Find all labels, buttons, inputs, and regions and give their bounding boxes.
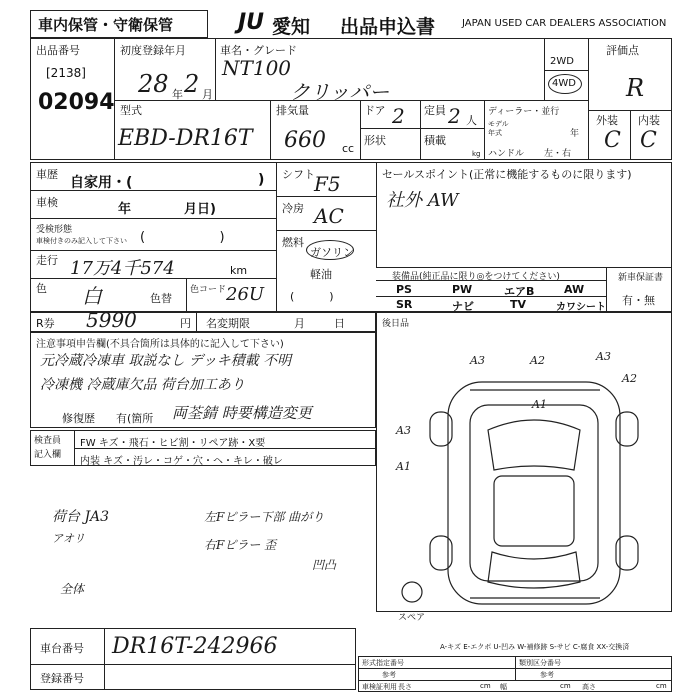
model-year-label: モデル 年式 [488, 120, 509, 137]
form-box-e: 長さ [398, 683, 412, 691]
reg-label: 初度登録年月 [120, 44, 186, 57]
lower-note-6: 全体 [60, 582, 85, 596]
recycle-value: 5990 [86, 308, 137, 332]
drive-4wd: 4WD [552, 78, 576, 89]
chassis-label: 車台番号 [40, 642, 84, 655]
equip-pw: PW [452, 283, 473, 296]
notes-label: 注意事項申告欄(不具合箇所は具体的に記入して下さい) [36, 339, 284, 350]
equip-tv: TV [510, 298, 527, 311]
equip-label: 装備品(純正品に限り◎をつけてください) [392, 272, 560, 282]
car-label: 車名・グレード [220, 44, 297, 57]
mileage-label: 走行 [36, 254, 58, 267]
lower-note-5: 凹凸 [312, 558, 337, 572]
reg-month-unit: 月 [202, 88, 213, 101]
lower-note-2: アオリ [52, 532, 85, 545]
load-label: 積載 [424, 134, 446, 147]
displacement-unit: cc [342, 142, 355, 155]
history-close: ) [258, 172, 265, 188]
row-div [276, 196, 376, 197]
form-box-f: 幅 [500, 683, 507, 691]
form-box-c2: 参考 [540, 671, 554, 679]
inspector-row1: FW キズ・飛石・ヒビ割・リペア跡・X要 [80, 438, 266, 449]
capacity-unit: 人 [466, 114, 477, 127]
doors-value: 2 [392, 104, 405, 128]
inspect-month-unit: 月日) [184, 202, 216, 217]
color-value: 白 [82, 284, 102, 308]
sales-label: セールスポイント(正常に機能するものに限ります) [382, 168, 632, 181]
org-name: 愛知 [272, 16, 311, 38]
row-div [30, 250, 276, 251]
lower-note-4: 右Fピラー 歪 [204, 538, 277, 552]
color-change-label: 色替 [150, 292, 172, 305]
equip-aw: AW [564, 283, 585, 296]
exterior-score: C [604, 128, 621, 153]
row-div [358, 680, 672, 681]
form-box-d: 車検証利用 [362, 683, 397, 691]
col-div [215, 38, 216, 100]
recycle-unit: 円 [180, 317, 191, 330]
capacity-label: 定員 [424, 104, 446, 117]
car-name: NT100 [222, 56, 292, 80]
doors-label: ドア [364, 104, 386, 117]
score-label: 評価点 [606, 44, 639, 57]
handle-label: ハンドル [488, 149, 525, 159]
col-div [270, 100, 271, 160]
form-box-a: 形式指定番号 [362, 659, 404, 667]
form-box-cm2: cm [560, 682, 571, 690]
fuel-light: 軽油 [310, 268, 332, 281]
row-div [376, 267, 672, 268]
name-change-label: 名変期限 [206, 317, 250, 330]
col-div [186, 278, 187, 312]
shift-value: F5 [314, 172, 341, 196]
model-year-unit: 年 [570, 129, 580, 139]
name-change-day: 日 [334, 317, 345, 330]
displacement-label: 排気量 [276, 104, 309, 117]
damage-legend: A-キズ E-エクボ U-凹み W-補修跡 S-サビ C-腐食 XX-交換済 [440, 643, 630, 651]
row-div [276, 230, 376, 231]
chassis-value: DR16T-242966 [112, 634, 278, 659]
reg-year-unit: 年 [172, 88, 183, 101]
inspect-label: 車検 [36, 196, 58, 209]
mileage-value: 17万4千574 [70, 258, 175, 279]
ac-label: 冷房 [282, 202, 304, 215]
form-box-cm1: cm [480, 682, 491, 690]
recv-note: 車検付きのみ記入して下さい [36, 237, 127, 245]
interior-score: C [640, 128, 657, 153]
mileage-unit: km [230, 264, 248, 277]
form-title: 出品申込書 [340, 16, 436, 38]
after-label: 後日品 [382, 319, 410, 329]
inspector-label: 検査員 記入欄 [34, 436, 62, 460]
capacity-value: 2 [448, 104, 461, 128]
model-value: EBD-DR16T [118, 126, 253, 151]
lot-sub-number: [2138] [46, 66, 86, 80]
form-box-g: 高さ [582, 683, 596, 691]
repair-value: 有(箇所 [116, 412, 154, 425]
col-div [276, 162, 277, 312]
equip-ps: PS [396, 283, 412, 296]
ac-value: AC [314, 204, 344, 228]
row-div [30, 190, 276, 191]
association-name: JAPAN USED CAR DEALERS ASSOCIATION [462, 18, 667, 29]
equip-sr: SR [396, 298, 413, 311]
interior-label: 内装 [638, 114, 660, 127]
handle-lr: 左・右 [544, 149, 572, 159]
color-code: 26U [226, 284, 265, 305]
row-div [30, 664, 356, 665]
form-box-b: 類別区分番号 [519, 659, 561, 667]
col-div [484, 100, 485, 160]
col-div [196, 312, 197, 332]
recv-paren: ( ) [140, 230, 225, 245]
fuel-gas: ガソリン [310, 246, 354, 259]
name-change-month: 月 [294, 317, 305, 330]
model-label: 型式 [120, 104, 142, 117]
damage-mark-a1-left: A1 [396, 460, 411, 473]
spare-label: スペア [398, 613, 426, 623]
col-div [420, 100, 421, 160]
notes-line1: 元冷蔵冷凍車 取説なし デッキ積載 不明 [40, 353, 292, 369]
lower-note-1: 荷台 JA3 [52, 509, 110, 525]
reg-year: 28 [138, 70, 169, 98]
damage-mark-a1-roof: A1 [532, 398, 547, 411]
fuel-label: 燃料 [282, 236, 304, 249]
color-label: 色 [36, 282, 47, 295]
repair-label: 修復歴 [62, 412, 95, 425]
row-div [360, 128, 484, 129]
lot-label: 出品番号 [36, 44, 80, 57]
score-value: R [626, 74, 645, 102]
history-value: 自家用・( [70, 175, 133, 191]
col-div [360, 100, 361, 160]
repair-detail: 両荃錆 時要構造変更 [172, 404, 312, 422]
damage-mark-a3-left: A3 [396, 424, 411, 437]
exterior-label: 外装 [596, 114, 618, 127]
history-label: 車歴 [36, 168, 58, 181]
equip-airbag: エアB [504, 285, 535, 298]
ju-logo: JU [238, 10, 265, 35]
sales-value: 社外 AW [386, 190, 459, 211]
dealer-label: ディーラー・並行 [488, 107, 560, 117]
col-div [630, 110, 631, 160]
car-grade: クリッパー [290, 80, 390, 104]
row-div [30, 218, 276, 219]
fuel-paren: ( ) [290, 290, 334, 303]
col-div [606, 267, 607, 312]
col-div [588, 38, 589, 160]
shift-label: シフト [282, 168, 315, 181]
row-div [544, 70, 588, 71]
recv-label: 受検形態 [36, 225, 73, 235]
warranty-label: 新車保証書 [618, 273, 664, 283]
color-code-label: 色コード [190, 285, 227, 295]
form-box-cm3: cm [656, 682, 667, 690]
recycle-frame [30, 312, 376, 332]
equip-leather: カワシート [556, 302, 606, 313]
inspect-year-unit: 年 [118, 202, 132, 217]
reg-month: 2 [184, 70, 200, 98]
col-div [104, 628, 105, 690]
lot-number: 02094 [38, 90, 115, 115]
col-div [376, 162, 377, 267]
after-frame [376, 312, 672, 612]
notes-line2: 冷凍機 冷蔵庫欠品 荷台加工あり [40, 377, 245, 393]
col-div [544, 38, 545, 100]
warranty-value: 有・無 [622, 294, 655, 307]
damage-mark-a3-front: A3 [470, 354, 485, 367]
inspector-row2: 内装 キズ・汚レ・コゲ・穴・ヘ・キレ・破レ [80, 456, 283, 467]
lower-note-3: 左Fピラー下部 曲がり [204, 510, 325, 524]
damage-mark-a3-right: A3 [596, 350, 611, 363]
row-div [376, 296, 606, 297]
equip-navi: ナビ [452, 300, 474, 313]
regno-label: 登録番号 [40, 672, 84, 685]
storage-label: 車内保管・守衛保管 [38, 16, 174, 34]
load-unit: kg [472, 150, 481, 158]
damage-mark-a2-front: A2 [530, 354, 545, 367]
col-div [515, 656, 516, 680]
form-box-c1: 参考 [382, 671, 396, 679]
damage-mark-a2-right: A2 [622, 372, 637, 385]
displacement-value: 660 [284, 128, 326, 153]
shape-label: 形状 [364, 134, 386, 147]
drive-2wd: 2WD [550, 56, 574, 67]
recycle-label: R券 [36, 317, 55, 330]
